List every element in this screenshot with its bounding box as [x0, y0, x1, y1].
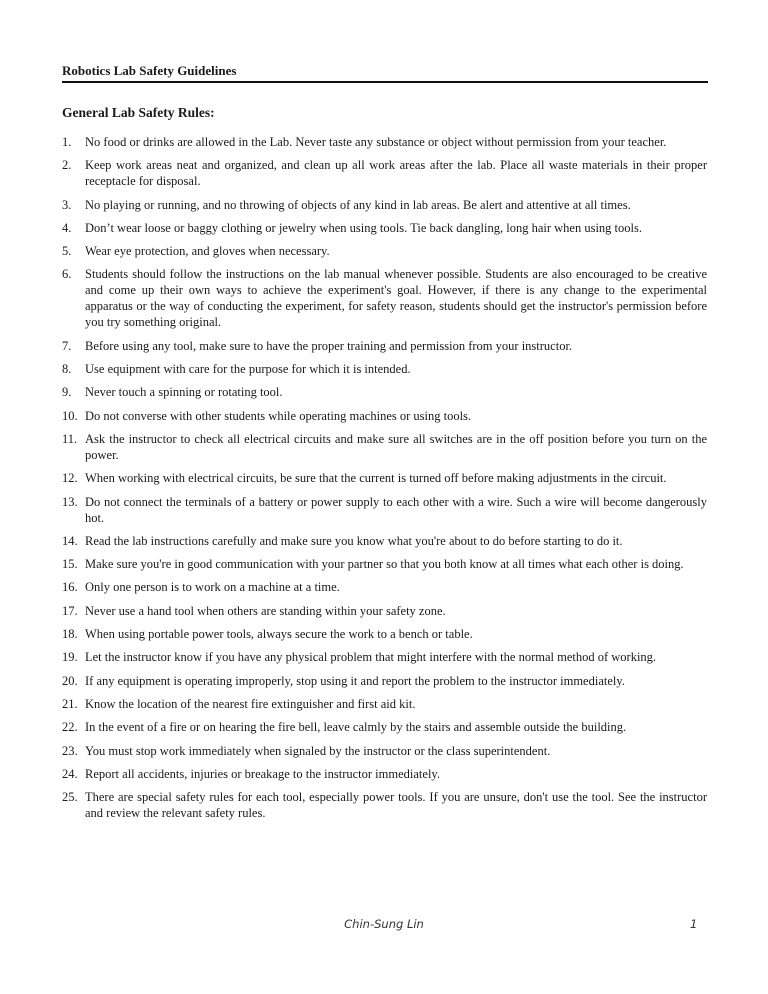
- rule-item: [62, 494, 707, 526]
- rule-item: [62, 719, 707, 735]
- rule-text: Ask the instructor to check all electrical circuits and make sure all switches are in the off position before you turn on the power.: [85, 431, 707, 462]
- rule-item: [62, 603, 707, 619]
- rule-item: [62, 384, 707, 400]
- rule-text: Never touch a spinning or rotating tool.: [85, 385, 283, 400]
- rule-item: [62, 789, 707, 821]
- rule-number: 17.: [62, 603, 78, 618]
- rule-text: Only one person is to work on a machine at a time.: [85, 580, 340, 595]
- rule-number: 18.: [62, 627, 78, 642]
- section-title: General Lab Safety Rules:: [62, 105, 215, 120]
- rule-number: 14.: [62, 533, 78, 548]
- rule-text: Read the lab instructions carefully and make sure you know what you're about to do before starting to do it.: [85, 533, 623, 548]
- rules-list: [62, 134, 707, 828]
- rule-number: 5.: [62, 244, 72, 259]
- rule-number: 11.: [62, 431, 78, 446]
- rule-item: [62, 626, 707, 642]
- rule-item: [62, 408, 707, 424]
- rule-number: 15.: [62, 557, 78, 572]
- rule-text: When using portable power tools, always secure the work to a bench or table.: [85, 627, 473, 642]
- rule-item: [62, 157, 707, 189]
- rule-item: [62, 470, 707, 486]
- rule-text: Make sure you're in good communication with your partner so that you both know at all times what each other is doing.: [85, 557, 684, 572]
- rule-item: [62, 533, 707, 549]
- rule-item: [62, 696, 707, 712]
- footer-page-number: 1: [690, 917, 698, 931]
- rule-item: [62, 649, 707, 665]
- rule-text: Students should follow the instructions on the lab manual whenever possible. Students are also encouraged to be creative and come up their own ways to achieve the experiment's goal. However, if there is any change to the experimental apparatus or the way of conducting the experiment, for safety reason, students should get the instructor's permission before you try something original.: [85, 267, 707, 330]
- rule-number: 23.: [62, 743, 78, 758]
- rule-item: [62, 338, 707, 354]
- rule-number: 20.: [62, 673, 78, 688]
- rule-item: [62, 766, 707, 782]
- rule-text: You must stop work immediately when signaled by the instructor or the class superintendent.: [85, 743, 551, 758]
- rule-text: Never use a hand tool when others are standing within your safety zone.: [85, 603, 446, 618]
- rule-number: 16.: [62, 580, 78, 595]
- rule-item: [62, 361, 707, 377]
- rule-item: [62, 556, 707, 572]
- rule-number: 22.: [62, 720, 78, 735]
- rule-number: 25.: [62, 790, 78, 805]
- rule-item: [62, 134, 707, 150]
- rule-text: Before using any tool, make sure to have the proper training and permission from your instructor.: [85, 338, 573, 353]
- rule-number: 7.: [62, 338, 72, 353]
- footer-author: Chin-Sung Lin: [344, 917, 424, 931]
- rule-item: [62, 673, 707, 689]
- rule-text: Do not connect the terminals of a battery or power supply to each other with a wire. Such a wire will become dangerously hot.: [85, 494, 707, 525]
- rule-item: [62, 431, 707, 463]
- rule-text: When working with electrical circuits, be sure that the current is turned off before making adjustments in the circuit.: [85, 471, 667, 486]
- rule-number: 1.: [62, 135, 72, 149]
- rule-number: 12.: [62, 471, 78, 486]
- rule-item: [62, 266, 707, 330]
- rule-item: [62, 197, 707, 213]
- rule-number: 10.: [62, 408, 78, 423]
- rule-number: 3.: [62, 197, 72, 212]
- rule-text: Report all accidents, injuries or breakage to the instructor immediately.: [85, 766, 440, 781]
- rule-text: Do not converse with other students while operating machines or using tools.: [85, 408, 472, 423]
- rule-text: In the event of a fire or on hearing the fire bell, leave calmly by the stairs and assemble outside the building.: [85, 720, 627, 735]
- rule-number: 13.: [62, 494, 78, 509]
- document-header: Robotics Lab Safety Guidelines: [62, 63, 708, 83]
- rule-item: [62, 579, 707, 595]
- rule-text: Know the location of the nearest fire extinguisher and first aid kit.: [85, 696, 416, 711]
- rule-number: 21.: [62, 696, 78, 711]
- rule-text: No food or drinks are allowed in the Lab. Never taste any substance or object without permission from your teacher.: [85, 135, 667, 149]
- rule-item: [62, 220, 707, 236]
- rule-number: 24.: [62, 766, 78, 781]
- rule-text: Let the instructor know if you have any physical problem that might interfere with the normal method of working.: [85, 650, 657, 665]
- rule-number: 2.: [62, 158, 72, 173]
- rule-text: Wear eye protection, and gloves when necessary.: [85, 244, 330, 259]
- rule-item: [62, 743, 707, 759]
- rule-text: Don’t wear loose or baggy clothing or jewelry when using tools. Tie back dangling, long hair when using tools.: [85, 220, 642, 235]
- rule-number: 8.: [62, 362, 72, 377]
- rule-text: If any equipment is operating improperly, stop using it and report the problem to the instructor immediately.: [85, 673, 625, 688]
- rule-number: 4.: [62, 220, 72, 235]
- rule-text: There are special safety rules for each tool, especially power tools. If you are unsure, don't use the tool. See the instructor and review the relevant safety rules.: [85, 790, 707, 821]
- rule-number: 19.: [62, 650, 78, 665]
- rule-text: Keep work areas neat and organized, and clean up all work areas after the lab. Place all waste materials in their proper receptacle for disposal.: [85, 158, 707, 189]
- rule-number: 6.: [62, 267, 72, 282]
- rule-text: Use equipment with care for the purpose for which it is intended.: [85, 362, 411, 377]
- rule-text: No playing or running, and no throwing of objects of any kind in lab areas. Be alert and attentive at all times.: [85, 197, 631, 212]
- rule-number: 9.: [62, 385, 72, 400]
- rule-item: [62, 243, 707, 259]
